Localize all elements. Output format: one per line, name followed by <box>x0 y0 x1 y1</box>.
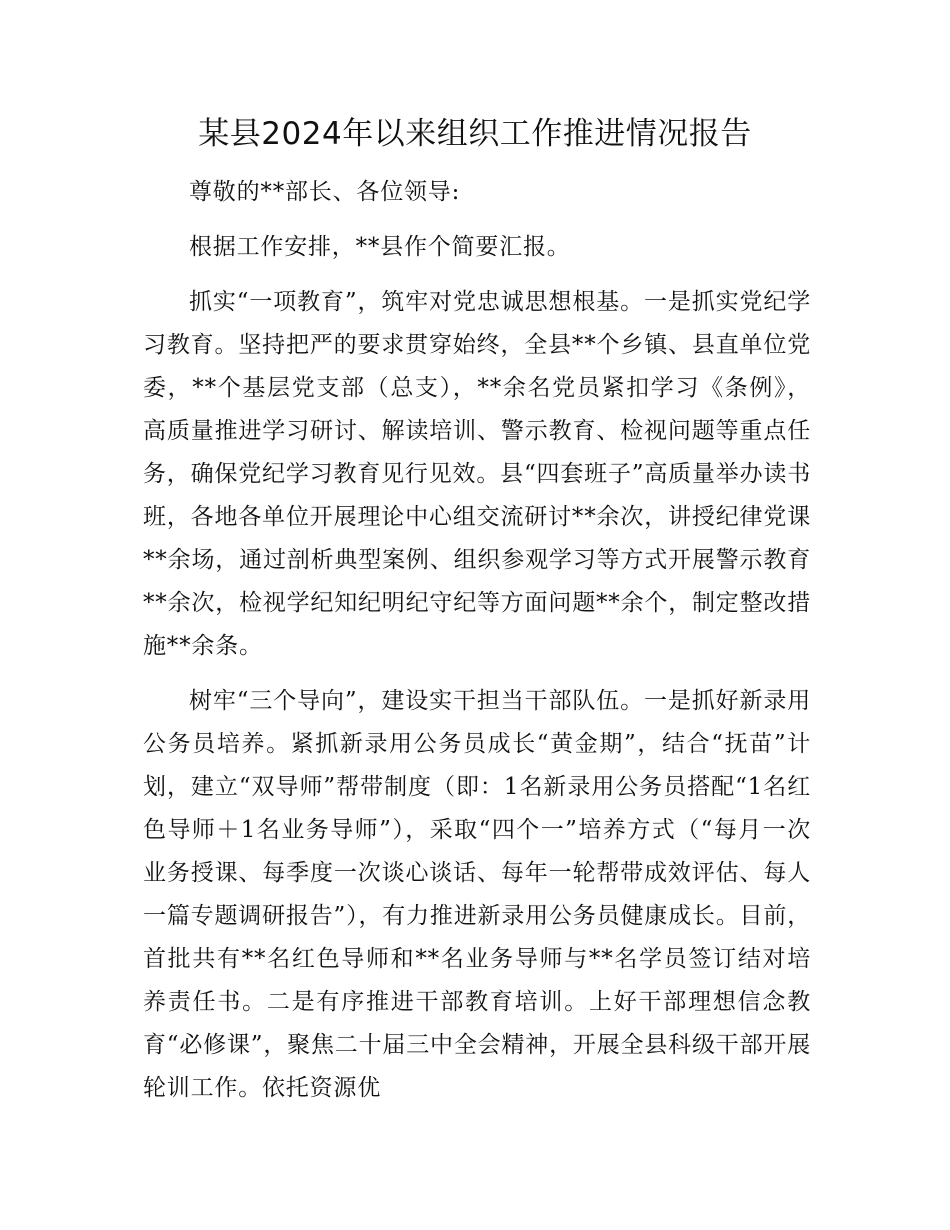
greeting-line: 尊敬的**部长、各位领导: <box>189 179 461 205</box>
paragraph-education: 抓实“一项教育”，筑牢对党忠诚思想根基。一是抓实党纪学习教育。坚持把严的要求贯穿始终，全县**个乡镇、县直单位党委，**个基层党支部（总支），**余名党员紧扣学习《条例》，高质量推进学习研讨、解读培训、警示教育、检视问题等重点任务，确保党纪学习教育见行见效。县“四套班子”高质量举办读书班，各地各单位开展理论中心组交流研讨**余次，讲授纪律党课**余场，通过剖析典型案例、组织参观学习等方式开展警示教育**余次，检视学纪知纪明纪守纪等方面问题**余个，制定整改措施**余条。 <box>143 289 811 659</box>
document-title: 某县2024年以来组织工作推进情况报告 <box>198 116 752 152</box>
paragraph-cadre-team: 树牢“三个导向”，建设实干担当干部队伍。一是抓好新录用公务员培养。紧抓新录用公务员成长“黄金期”，结合“抚苗”计划，建立“双导师”帮带制度（即：1名新录用公务员搭配“1名红色导师＋1名业务导师”），采取“四个一”培养方式（“每月一次业务授课、每季度一次谈心谈话、每年一轮帮带成效评估、每人一篇专题调研报告”），有力推进新录用公务员健康成长。目前，首批共有**名红色导师和**名业务导师与**名学员签订结对培养责任书。二是有序推进干部教育培训。上好干部理想信念教育“必修课”，聚焦二十届三中全会精神，开展全县科级干部开展轮训工作。依托资源优 <box>143 688 811 1101</box>
intro-line: 根据工作安排，**县作个简要汇报。 <box>189 234 571 260</box>
document-body <box>143 171 811 1122</box>
